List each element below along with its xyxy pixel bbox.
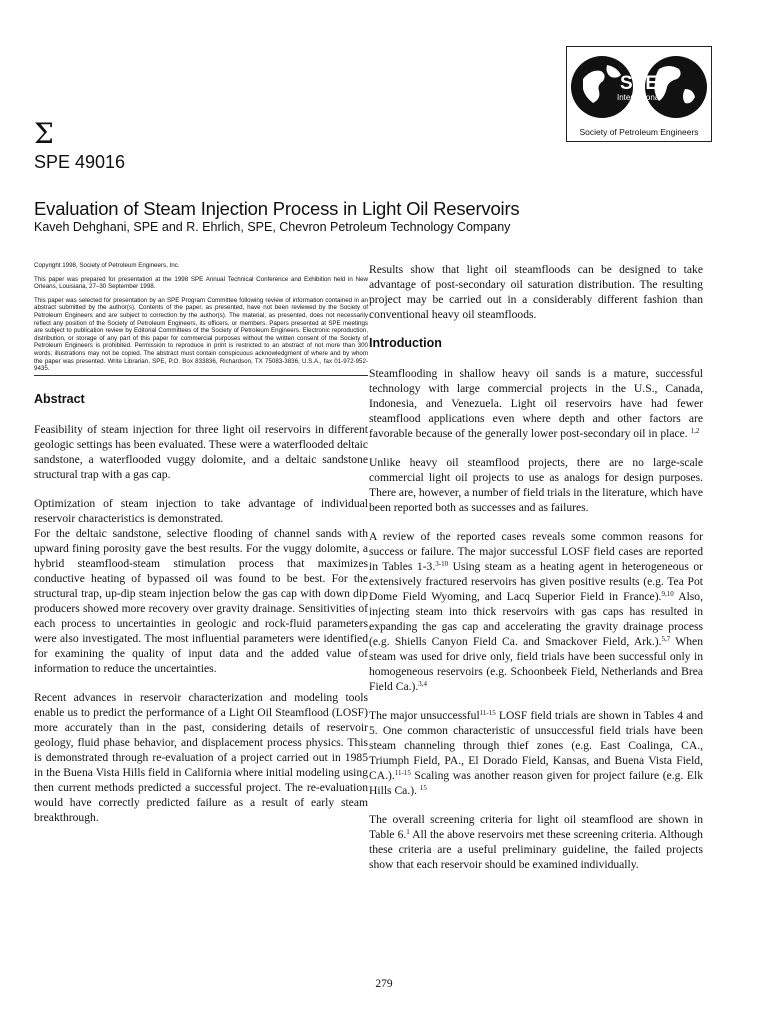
intro-paragraph-5-text-a: The overall screening criteria for light oil steamflood are shown in Table 6.	[369, 813, 703, 841]
copyright-selection: This paper was selected for presentation by an SPE Program Committee following review of information contained in an abstract submitted by the author(s). Contents of the paper, as presented, have not been reviewed by the Society of Petroleum Engineers and are subject to correction by the author(s). The material, as presented, does not necessarily reflect any position of the Society of Petroleum Engineers, its officers, or members. Papers presented at SPE meetings are subject to publication review by Editorial Committees of the Society of Petroleum Engineers. Electronic reproduction, distribution, or storage of any part of this paper for commercial purposes without the written consent of the Society of Petroleum Engineers is prohibited. Permission to reproduce in print is restricted to an abstract of not more than 300 words; illustrations may not be copied. The abstract must contain conspicuous acknowledgment of where and by whom the paper was presented. Write Librarian, SPE, P.O. Box 833836, Richardson, TX 75083-3836, U.S.A., fax 01-972-952-9435.	[34, 296, 368, 373]
results-paragraph: Results show that light oil steamfloods can be designed to take advantage of post-secondary oil saturation distribution. The resulting project may be carried out in a considerably different fashion than conventional heavy oil steamfloods.	[369, 263, 703, 321]
intro-paragraph-2: Unlike heavy oil steamflood projects, there are no large-scale commercial light oil projects to use as analogs for design purposes. There are, however, a number of field trials in the literature, which have been reported both as successes and as failures.	[369, 456, 703, 514]
abstract-paragraph-3: For the deltaic sandstone, selective flooding of channel sands with upward fining porosity gave the best results. For the vuggy dolomite, a hybrid steamflood-steam stimulation process that maximizes conductive heating of bypassed oil was found to be best. For the structural trap, up-dip steam injection below the gas cap with down dip producers showed more recovery over gravity drainage. Sensitivities of each process to uncertainties in geologic and rock-fluid parameters were also investigated. The most influential parameters were identified for examining the quality of input data and the added value of information to reduce the uncertainties.	[34, 526, 368, 675]
globe-icon	[569, 49, 709, 125]
intro-paragraph-5	[369, 812, 703, 872]
intro-paragraph-4-text-a: The major unsuccessful	[369, 709, 480, 722]
spe-logo	[566, 46, 712, 142]
copyright-line: Copyright 1998, Society of Petroleum Engineers, Inc.	[34, 262, 180, 269]
intro-paragraph-3-text-d: When steam was used for drive only, field trials have been successful only in homogeneous reservoirs (e.g. Schoonbeek Field, Netherlands and Brea Field Ca.).	[369, 635, 703, 693]
paper-number: SPE 49016	[34, 152, 126, 172]
intro-paragraph-4-text-b: LOSF field trials are shown in Tables 4 and 5. One common characteristic of unsuccessful field trials have been steam channeling through thief zones (e.g. East Coalinga, CA., Triumph Field, PA., El Dorado Field, Kansas, and Buena Vista Field, CA.).	[369, 709, 703, 782]
paper-authors: Kaveh Dehghani, SPE and R. Ehrlich, SPE, Chevron Petroleum Technology Company	[34, 220, 511, 234]
intro-paragraph-5-text-b: All the above reservoirs met these screening criteria. Although these criteria are a useful preliminary guideline, the failed projects show that each reservoir should be examined individually.	[369, 828, 703, 871]
citation: 3,4	[418, 680, 428, 688]
abstract-paragraph-4: Recent advances in reservoir characterization and modeling tools enable us to predict the performance of a Light Oil Steamflood (LOSF) more accurately than in the past, considering details of reservoir geology, fluid phase behavior, and displacement process physics. This is demonstrated through re-evaluation of a project carried out in 1985 in the Buena Vista Hills field in California where initial modeling using then current methods predicted a successful project. The re-evaluation would have correctly predicted failure as a result of early steam breakthrough.	[34, 690, 368, 824]
citation: 1,2	[690, 427, 700, 435]
citation: 5,7	[661, 635, 671, 643]
right-column	[369, 262, 703, 886]
intro-paragraph-3-text-a: A review of the reported cases reveals some common reasons for success or failure. The major successful LOSF field cases are reported in Tables 1-3.	[369, 530, 703, 573]
abstract-heading: Abstract	[34, 391, 85, 406]
intro-paragraph-3-text-b: Using steam as a heating agent in heterogeneous or extensively fractured reservoirs has given positive results (e.g. Tea Pot Dome Field Wyoming, and Lacq Superior Field in France).	[369, 560, 704, 603]
citation: 1	[406, 828, 410, 836]
intro-paragraph-4	[369, 708, 703, 798]
spe-sigma-symbol: Σ	[34, 117, 54, 150]
citation: 3-10	[435, 560, 449, 568]
intro-paragraph-3-text-c: Also, injecting steam into thick reservoirs with gas caps has resulted in expanding the gas cap and accelerating the gravity drainage process (e.g. Shiells Canyon Field Ca. and Smackover Field, Ark.).	[369, 590, 703, 648]
copyright-prepared: This paper was prepared for presentation at the 1998 SPE Annual Technical Conference and Exhibition held in New Orleans, Louisiana, 27–30 September 1998.	[34, 275, 368, 291]
abstract-paragraph-2: Optimization of steam injection to take advantage of individual reservoir characteristics is demonstrated.	[34, 496, 368, 525]
logo-sub-text: International	[616, 93, 662, 102]
paper-title: Evaluation of Steam Injection Process in Light Oil Reservoirs	[34, 198, 520, 219]
intro-paragraph-3	[369, 529, 703, 694]
citation: 11-15	[394, 769, 411, 777]
abstract-paragraph-1: Feasibility of steam injection for three light oil reservoirs in different geologic settings has been evaluated. These were a waterflooded deltaic sandstone, a waterflooded vuggy dolomite, and a deltaic sandstone structural trap with a gas cap.	[34, 422, 368, 481]
page-number: 279	[375, 978, 393, 990]
left-column	[34, 262, 368, 839]
intro-paragraph-1-text: Steamflooding in shallow heavy oil sands is a mature, successful technology with large commercial projects in the U.S., Canada, Indonesia, and Venezuela. Light oil reservoirs have had fewer steamflood applications even where depth and other factors are favorable because of the generally lower post-secondary oil in place.	[369, 367, 703, 440]
introduction-heading: Introduction	[369, 336, 442, 350]
citation: 11-15	[479, 709, 496, 717]
citation: 9,10	[661, 590, 674, 598]
logo-mark-text: SPE	[619, 73, 659, 94]
citation: 15	[419, 784, 427, 792]
logo-caption: Society of Petroleum Engineers	[579, 127, 699, 137]
intro-paragraph-1	[369, 366, 703, 441]
intro-paragraph-4-text-c: Scaling was another reason given for project failure (e.g. Elk Hills Ca.).	[369, 769, 703, 797]
